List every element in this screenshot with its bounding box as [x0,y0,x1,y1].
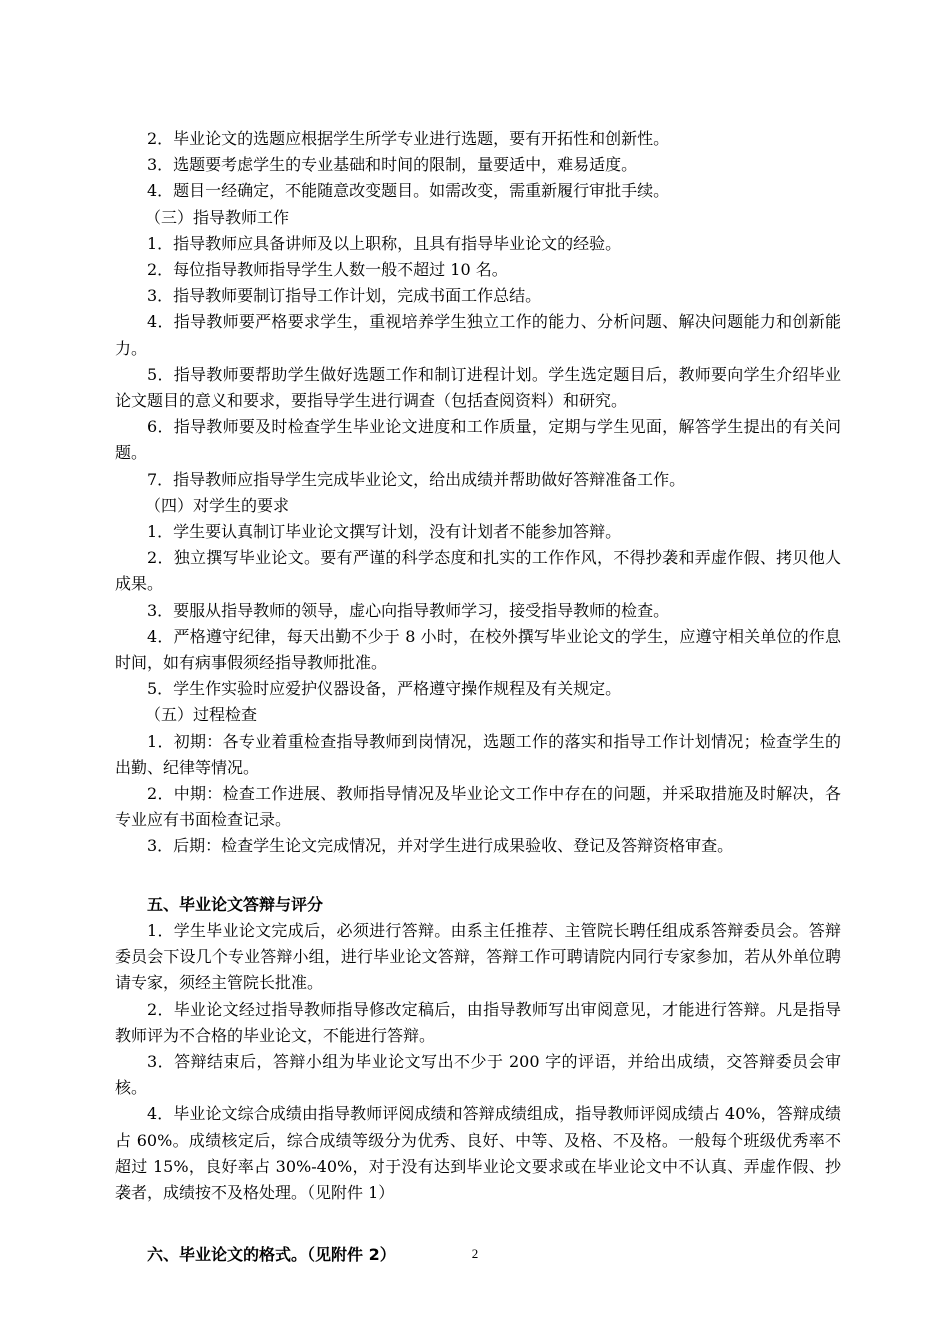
paragraph: 2．独立撰写毕业论文。要有严谨的科学态度和扎实的工作作风，不得抄袭和弄虚作假、拷贝他人成果。 [115,548,841,594]
paragraph: 5．学生作实验时应爱护仪器设备，严格遵守操作规程及有关规定。 [147,679,622,699]
subsection-heading: （五）过程检查 [145,705,258,725]
paragraph: 1．学生毕业论文完成后，必须进行答辩。由系主任推荐、主管院长聘任组成系答辩委员会。答辩委员会下设几个专业答辩小组，进行毕业论文答辩，答辩工作可聘请院内同行专家参加，若从外单位聘请专家，须经主管院长批准。 [115,920,841,993]
paragraph: 3．选题要考虑学生的专业基础和时间的限制，量要适中，难易适度。 [147,155,638,175]
paragraph: 4．严格遵守纪律，每天出勤不少于 8 小时，在校外撰写毕业论文的学生，应遵守相关单位的作息时间，如有病事假须经指导教师批准。 [115,626,841,673]
paragraph: 6．指导教师要及时检查学生毕业论文进度和工作质量，定期与学生见面，解答学生提出的有关问题。 [115,417,841,463]
page-body [115,126,841,1268]
paragraph: 2．每位指导教师指导学生人数一般不超过 10 名。 [147,260,508,280]
paragraph: 7．指导教师应指导学生完成毕业论文，给出成绩并帮助做好答辩准备工作。 [147,469,686,489]
paragraph: 1．初期：各专业着重检查指导教师到岗情况，选题工作的落实和指导工作计划情况；检查学生的出勤、纪律等情况。 [115,731,841,777]
paragraph: 2．毕业论文经过指导教师指导修改定稿后，由指导教师写出审阅意见，才能进行答辩。凡是指导教师评为不合格的毕业论文，不能进行答辩。 [115,999,841,1045]
subsection-heading: （四）对学生的要求 [145,495,290,515]
paragraph: 2．毕业论文的选题应根据学生所学专业进行选题，要有开拓性和创新性。 [147,129,670,148]
paragraph: 1．学生要认真制订毕业论文撰写计划，没有计划者不能参加答辩。 [147,522,622,542]
spacer [115,1206,841,1242]
paragraph: 4．毕业论文综合成绩由指导教师评阅成绩和答辩成绩组成，指导教师评阅成绩占 40%，答辩成绩占 60%。成绩核定后，综合成绩等级分为优秀、良好、中等、及格、不及格。一般每个班级优秀率不超过 15%，良好率占 30%-40%，对于没有达到毕业论文要求或在毕业论文中不认真、弄虚作假、抄袭者，成绩按不及格处理。（见附件 1） [115,1104,841,1202]
paragraph: 3．要服从指导教师的领导，虚心向指导教师学习，接受指导教师的检查。 [147,600,670,620]
page-number: 2 [471,1246,479,1261]
paragraph: 3．后期：检查学生论文完成情况，并对学生进行成果验收、登记及答辩资格审查。 [147,836,734,856]
subsection-heading: （三）指导教师工作 [145,207,290,227]
paragraph: 1．指导教师应具备讲师及以上职称，且具有指导毕业论文的经验。 [147,233,622,253]
paragraph: 2．中期：检查工作进展、教师指导情况及毕业论文工作中存在的问题，并采取措施及时解决，各专业应有书面检查记录。 [115,784,841,830]
spacer [115,860,841,892]
section-heading: 六、毕业论文的格式。（见附件 2） [147,1245,396,1265]
paragraph: 3．答辩结束后，答辩小组为毕业论文写出不少于 200 字的评语，并给出成绩，交答辩委员会审核。 [115,1051,841,1098]
paragraph: 4．题目一经确定，不能随意改变题目。如需改变，需重新履行审批手续。 [147,181,670,201]
section-heading: 五、毕业论文答辩与评分 [147,894,324,914]
paragraph: 3．指导教师要制订指导工作计划，完成书面工作总结。 [147,286,542,306]
paragraph: 4．指导教师要严格要求学生，重视培养学生独立工作的能力、分析问题、解决问题能力和创新能力。 [115,312,841,358]
paragraph: 5．指导教师要帮助学生做好选题工作和制订进程计划。学生选定题目后，教师要向学生介绍毕业论文题目的意义和要求，要指导学生进行调查（包括查阅资料）和研究。 [115,364,841,411]
